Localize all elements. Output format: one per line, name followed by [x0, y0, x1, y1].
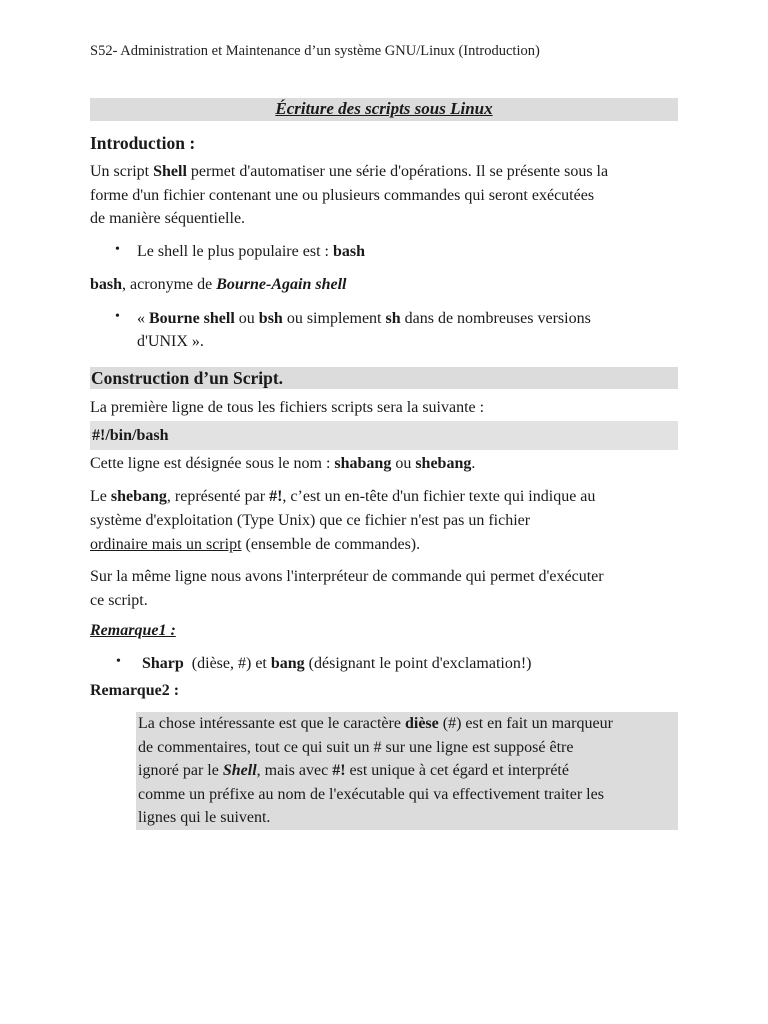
intro-heading: Introduction : [90, 133, 196, 153]
text: , acronyme de [122, 276, 217, 293]
text: , mais avec [256, 762, 333, 779]
bold-term: Bourne shell [149, 310, 235, 327]
intro-paragraph-line2: forme d'un fichier contenant une ou plusieurs commandes qui seront exécutées [90, 187, 595, 204]
code-band [90, 421, 678, 450]
underlined-text: ordinaire mais un script [90, 536, 242, 553]
note-line4: comme un préfixe au nom de l'exécutable qui va effectivement traiter les [138, 785, 604, 803]
bold-term: bash [332, 243, 365, 260]
interpreter-line1: Sur la même ligne nous avons l'interpréteur de commande qui permet d'exécuter [90, 568, 604, 585]
bold-term: bash [90, 276, 123, 293]
bold-term: shabang [334, 455, 392, 472]
text: (désignant le point d'exclamation!) [304, 655, 532, 672]
bullet-icon: • [115, 242, 120, 257]
text: permet d'automatiser une série d'opérations. Il se présente sous la [186, 163, 609, 180]
text: , c’est un en-tête d'un fichier texte qui indique au [282, 488, 596, 505]
note-line2: de commentaires, tout ce qui suit un # sur une ligne est supposé être [138, 738, 574, 756]
bullet-bourne-shell-line2: d'UNIX ». [137, 333, 204, 350]
construction-heading: Construction d’un Script. [91, 368, 284, 388]
bold-term: #! [332, 762, 346, 779]
bold-term: Sharp [142, 655, 184, 672]
shebang-desc-line1 [90, 485, 595, 508]
text: dans de nombreuses versions [400, 310, 591, 327]
intro-paragraph-line1 [90, 160, 608, 183]
intro-paragraph-line3: de manière séquentielle. [90, 210, 246, 227]
bold-term: bang [270, 655, 305, 672]
bullet-icon: • [116, 654, 121, 669]
text: ou [234, 310, 259, 327]
text: (#) est en fait un marqueur [438, 715, 613, 732]
bold-term: #! [269, 488, 283, 505]
bold-italic-term: Shell [222, 762, 257, 779]
bullet-icon: • [115, 309, 120, 324]
text: Le [90, 488, 111, 505]
bold-term: sh [385, 310, 401, 327]
text: (ensemble de commandes). [241, 536, 421, 553]
shebang-desc-line2: système d'exploitation (Type Unix) que ce fichier n'est pas un fichier [90, 512, 531, 529]
bold-term: shebang [110, 488, 167, 505]
bold-italic-term: Bourne-Again shell [216, 276, 347, 293]
text: ou simplement [282, 310, 386, 327]
page-header: S52- Administration et Maintenance d’un système GNU/Linux (Introduction) [90, 43, 540, 59]
bold-term: shebang [415, 455, 472, 472]
document-title: Écriture des scripts sous Linux [275, 99, 493, 118]
shebang-name-line [90, 452, 475, 475]
bullet-bourne-shell-line1 [137, 307, 591, 330]
text: Le shell le plus populaire est : [137, 243, 333, 260]
note-line5: lignes qui le suivent. [138, 809, 271, 826]
bold-term: dièse [404, 715, 439, 732]
text: , représenté par [166, 488, 270, 505]
text: Un script [90, 163, 154, 180]
shebang-code: #!/bin/bash [92, 427, 169, 444]
note-text [138, 712, 678, 830]
text: ignoré par le [138, 762, 223, 779]
text: est unique à cet égard et interprété [345, 762, 569, 779]
text: La chose intéressante est que le caractère [138, 715, 405, 732]
bold-term: bsh [258, 310, 283, 327]
shebang-desc-line3 [90, 533, 420, 556]
remarque1-label: Remarque1 : [90, 622, 176, 639]
text: Cette ligne est désignée sous le nom : [90, 455, 335, 472]
sharp-bang-line [142, 652, 531, 675]
text: ou [391, 455, 416, 472]
text: . [471, 455, 476, 472]
note-line1 [138, 712, 678, 736]
bash-acronym-line [90, 273, 346, 296]
text: « [137, 310, 149, 327]
bullet-popular-shell [137, 240, 365, 263]
remarque2-label: Remarque2 : [90, 682, 180, 699]
bold-term: Shell [153, 163, 187, 180]
construction-first-line: La première ligne de tous les fichiers scripts sera la suivante : [90, 399, 485, 416]
text: (dièse, #) et [183, 655, 271, 672]
note-line3 [138, 759, 678, 783]
interpreter-line2: ce script. [90, 592, 148, 609]
